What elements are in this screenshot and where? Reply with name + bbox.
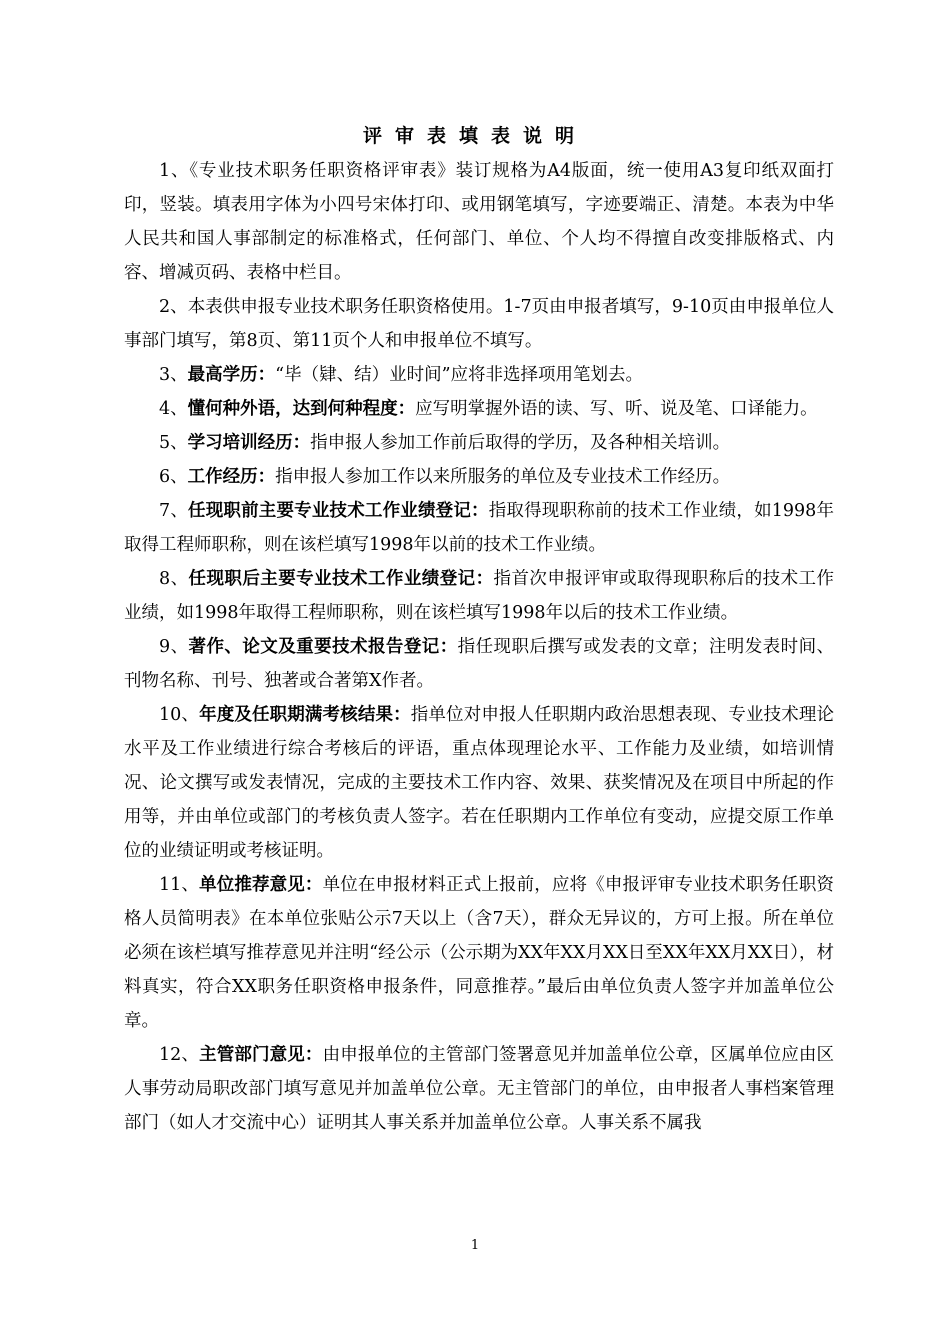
instruction-item-3 [124, 358, 834, 392]
item-number: 2、 [159, 297, 188, 317]
item-number: 8、 [159, 569, 189, 589]
item-label: 最高学历： [187, 365, 276, 385]
instruction-item-9 [124, 630, 834, 698]
item-text: 指单位对申报人任职期内政治思想表现、专业技术理论水平及工作业绩进行综合考核后的评语，重点体现理论水平、工作能力及业绩，如培训情况、论文撰写或发表情况，完成的主要技术工作内容、效果、获奖情况及在项目中所起的作用等，并由单位或部门的考核负责人签字。若在任职期内工作单位有变动，应提交原工作单位的业绩证明或考核证明。 [124, 705, 835, 861]
page-number: 1 [470, 1238, 480, 1253]
item-label: 主管部门意见： [199, 1045, 323, 1065]
item-text: 指首次申报评审或取得现职称后的技术工作业绩，如1998年取得工程师职称，则在该栏填写1998年以后的技术工作业绩。 [124, 569, 835, 623]
item-text: 指申报人参加工作以来所服务的单位及专业技术工作经历。 [275, 467, 731, 487]
item-text: 《专业技术职务任职资格评审表》装订规格为A4版面，统一使用A3复印纸双面打印，竖装。填表用字体为小四号宋体打印、或用钢笔填写，字迹要端正、清楚。本表为中华人民共和国人事部制定的标准格式，任何部门、单位、个人均不得擅自改变排版格式、内容、增减页码、表格中栏目。 [124, 161, 834, 283]
item-text: 指取得现职称前的技术工作业绩，如1998年取得工程师职称，则在该栏填写1998年以前的技术工作业绩。 [124, 501, 834, 555]
item-label: 单位推荐意见： [199, 875, 323, 895]
item-number: 5、 [159, 433, 188, 453]
item-number: 6、 [159, 467, 188, 487]
item-number: 10、 [159, 705, 200, 725]
item-label: 懂何种外语，达到何种程度： [187, 399, 416, 419]
instruction-item-11 [124, 868, 834, 1038]
item-text: 指任现职后撰写或发表的文章；注明发表时间、刊物名称、刊号、独著或合著第X作者。 [124, 637, 835, 691]
instruction-item-6 [124, 460, 834, 494]
item-number: 12、 [159, 1045, 200, 1065]
item-text: “毕（肄、结）业时间”应将非选择项用笔划去。 [275, 365, 644, 385]
item-number: 7、 [159, 501, 189, 521]
item-number: 11、 [159, 875, 200, 895]
item-label: 任现职后主要专业技术工作业绩登记： [188, 569, 494, 589]
instruction-item-5 [124, 426, 834, 460]
instruction-item-2 [124, 290, 834, 358]
item-number: 4、 [159, 399, 188, 419]
instruction-item-4 [124, 392, 834, 426]
item-label: 任现职前主要专业技术工作业绩登记： [188, 501, 489, 521]
instruction-item-8 [124, 562, 834, 630]
instruction-item-12 [124, 1038, 834, 1140]
item-text: 应写明掌握外语的读、写、听、说及笔、口译能力。 [415, 399, 818, 419]
item-label: 著作、论文及重要技术报告登记： [188, 637, 458, 657]
item-number: 9、 [159, 637, 189, 657]
item-number: 3、 [159, 365, 188, 385]
instruction-item-7 [124, 494, 834, 562]
page-title: 评审表填表说明 [362, 125, 587, 147]
item-text: 指申报人参加工作前后取得的学历，及各种相关培训。 [310, 433, 731, 453]
item-text: 单位在申报材料正式上报前，应将《申报评审专业技术职务任职资格人员简明表》在本单位张贴公示7天以上（含7天），群众无异议的，方可上报。所在单位必须在该栏填写推荐意见并注明“经公示（公示期为XX年XX月XX日至XX年XX月XX日），材料真实，符合XX职务任职资格申报条件，同意推荐。”最后由单位负责人签字并加盖单位公章。 [124, 875, 835, 1031]
item-text: 由申报单位的主管部门签署意见并加盖单位公章，区属单位应由区人事劳动局职改部门填写意见并加盖单位公章。无主管部门的单位，由申报者人事档案管理部门（如人才交流中心）证明其人事关系并加盖单位公章。人事关系不属我 [124, 1045, 835, 1133]
instructions-body [124, 154, 834, 1140]
item-label: 学习培训经历： [187, 433, 311, 453]
item-text: 本表供申报专业技术职务任职资格使用。1-7页由申报者填写，9-10页由申报单位人事部门填写，第8页、第11页个人和申报单位不填写。 [124, 297, 834, 351]
item-label: 工作经历： [187, 467, 276, 487]
instruction-item-1 [124, 154, 834, 290]
item-number: 1、 [159, 161, 190, 181]
instruction-item-10 [124, 698, 834, 868]
item-label: 年度及任职期满考核结果： [199, 705, 411, 725]
